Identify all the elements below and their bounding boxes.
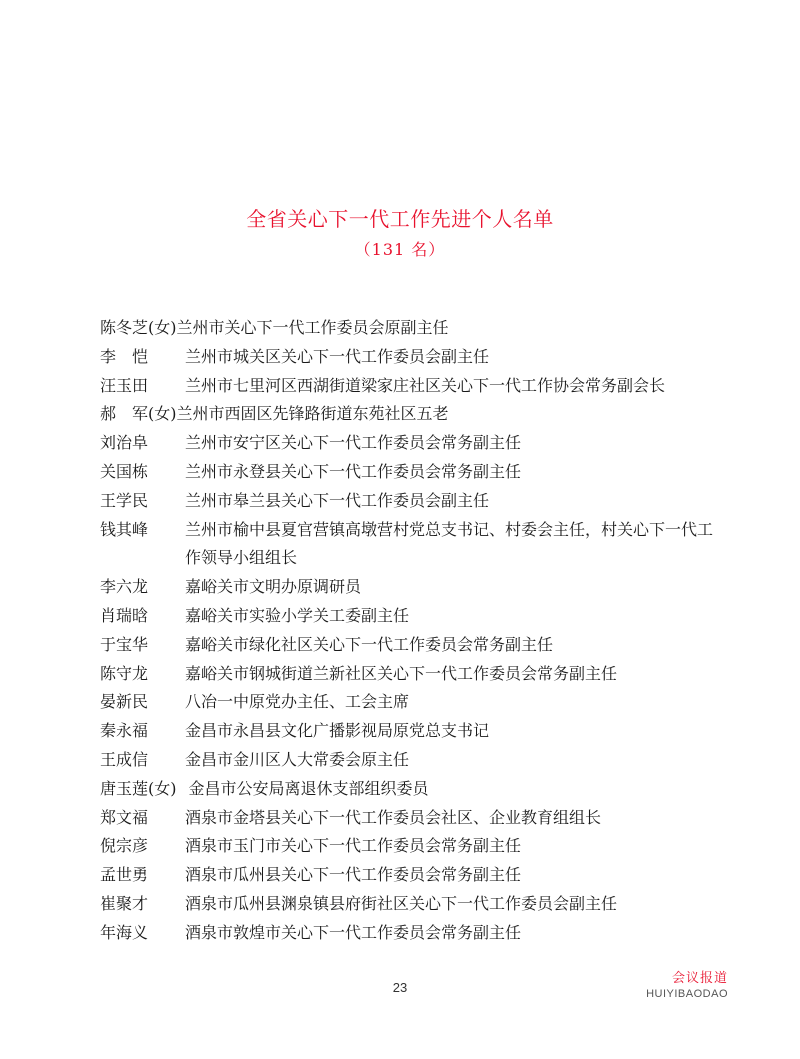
honoree-title: 酒泉市金塔县关心下一代工作委员会社区、企业教育组组长	[185, 807, 602, 827]
list-item	[100, 602, 720, 631]
honoree-name: 唐玉莲(女)	[100, 778, 177, 798]
honoree-title: 嘉峪关市文明办原调研员	[185, 577, 362, 597]
honoree-name: 李六龙	[100, 577, 149, 597]
list-item	[100, 688, 720, 717]
list-item	[100, 631, 720, 660]
honoree-title: 兰州市关心下一代工作委员会原副主任	[176, 318, 449, 337]
honoree-name: 年海义	[100, 922, 149, 942]
list-item	[100, 832, 720, 861]
honoree-title: 酒泉市瓜州县关心下一代工作委员会常务副主任	[185, 865, 522, 885]
honoree-name: 汪玉田	[100, 375, 149, 395]
honoree-name: 孟世勇	[100, 865, 149, 885]
list-item	[100, 516, 720, 574]
list-item	[100, 746, 720, 775]
list-item	[100, 775, 720, 804]
list-item	[100, 861, 720, 890]
publication-brand	[646, 971, 728, 1001]
list-item	[100, 804, 720, 833]
list-item	[100, 487, 720, 516]
honoree-title: 兰州市皋兰县关心下一代工作委员会副主任	[185, 490, 490, 510]
honoree-name: 关国栋	[100, 461, 149, 481]
brand-pinyin-label: HUIYIBAODAO	[646, 988, 728, 1000]
honoree-name: 王成信	[100, 749, 149, 769]
list-item	[100, 314, 720, 343]
honoree-name: 陈冬芝(女)	[100, 318, 177, 337]
honoree-name: 李 恺	[100, 346, 149, 366]
list-item	[100, 919, 720, 948]
honoree-title: 金昌市永昌县文化广播影视局原党总支书记	[185, 721, 490, 741]
honoree-name: 陈守龙	[100, 663, 149, 683]
honoree-name: 崔聚才	[100, 893, 149, 913]
honoree-name: 于宝华	[100, 634, 149, 654]
list-item	[100, 660, 720, 689]
list-item	[100, 343, 720, 372]
list-item	[100, 400, 720, 429]
honoree-title: 酒泉市玉门市关心下一代工作委员会常务副主任	[185, 836, 522, 856]
brand-chinese-label: 会议报道	[671, 971, 728, 986]
honoree-name: 倪宗彦	[100, 836, 149, 856]
honoree-title: 嘉峪关市实验小学关工委副主任	[185, 605, 410, 625]
list-item	[100, 429, 720, 458]
honoree-title: 兰州市安宁区关心下一代工作委员会常务副主任	[185, 433, 522, 453]
list-item	[100, 458, 720, 487]
list-item	[100, 717, 720, 746]
honoree-title: 八冶一中原党办主任、工会主席	[185, 692, 410, 712]
honoree-title: 兰州市城关区关心下一代工作委员会副主任	[185, 346, 490, 366]
honoree-name: 秦永福	[100, 721, 149, 741]
page-number: 23	[392, 980, 408, 995]
list-item	[100, 890, 720, 919]
honoree-title: 兰州市永登县关心下一代工作委员会常务副主任	[185, 461, 522, 481]
honoree-title: 兰州市西固区先锋路街道东苑社区五老	[176, 404, 449, 424]
honoree-name: 肖瑞晗	[100, 605, 149, 625]
honoree-list	[100, 314, 720, 948]
honoree-name: 王学民	[100, 490, 149, 510]
list-item	[100, 372, 720, 401]
honoree-title: 嘉峪关市绿化社区关心下一代工作委员会常务副主任	[185, 634, 554, 654]
honoree-name: 郑文福	[100, 807, 149, 827]
honoree-name: 郝 军(女)	[100, 404, 177, 424]
honoree-title: 兰州市七里河区西湖街道梁家庄社区关心下一代工作协会常务副会长	[185, 375, 666, 395]
honoree-name: 钱其峰	[100, 519, 149, 539]
honoree-name: 晏新民	[100, 692, 149, 712]
list-item	[100, 573, 720, 602]
honoree-title: 兰州市榆中县夏官营镇高墩营村党总支书记、村委会主任，村关心下一代工作领导小组组长	[185, 519, 714, 568]
document-title: 全省关心下一代工作先进个人名单	[246, 207, 554, 231]
honoree-title: 酒泉市瓜州县渊泉镇县府街社区关心下一代工作委员会副主任	[185, 893, 618, 913]
honoree-title: 金昌市公安局离退休支部组织委员	[188, 778, 429, 798]
document-subtitle: （131 名）	[354, 240, 446, 259]
honoree-name: 刘治阜	[100, 433, 149, 453]
honoree-title: 嘉峪关市钢城街道兰新社区关心下一代工作委员会常务副主任	[185, 663, 618, 683]
honoree-title: 酒泉市敦煌市关心下一代工作委员会常务副主任	[185, 922, 522, 942]
honoree-title: 金昌市金川区人大常委会原主任	[185, 749, 410, 769]
